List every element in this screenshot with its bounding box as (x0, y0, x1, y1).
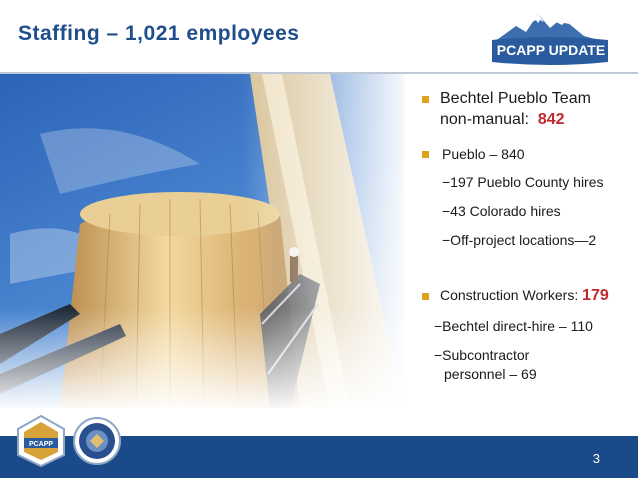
bullet-marker (422, 151, 429, 158)
construction-workers-label: Construction Workers: (440, 287, 579, 303)
bechtel-team-line1: Bechtel Pueblo Team (440, 90, 591, 107)
pcapp-update-logo (486, 6, 614, 68)
pcapp-badge (14, 414, 68, 468)
page-number: 3 (592, 451, 600, 466)
construction-workers-count: 179 (582, 287, 609, 304)
pueblo-county-hires: −197 Pueblo County hires (442, 174, 604, 190)
slide-title: Staffing – 1,021 employees (18, 22, 300, 45)
subcontractor-line2: personnel – 69 (444, 366, 537, 382)
off-project-locations: −Off-project locations—2 (442, 232, 597, 248)
pueblo-total: Pueblo – 840 (442, 146, 525, 162)
pcapp-badge-text: PCAPP (28, 441, 54, 448)
bullet-bechtel-team (418, 88, 628, 130)
bullet-marker (422, 293, 429, 300)
dod-seal (72, 416, 122, 466)
bechtel-team-line2: non-manual: (440, 111, 529, 128)
subcontractor-line1: −Subcontractor (434, 347, 530, 363)
silo-photo (0, 74, 404, 408)
colorado-hires: −43 Colorado hires (442, 203, 561, 219)
construction-workers (440, 287, 609, 305)
non-manual-count: 842 (537, 111, 565, 128)
logo-text: PCAPP UPDATE (496, 42, 606, 58)
bechtel-direct-hire: −Bechtel direct-hire – 110 (434, 318, 593, 334)
